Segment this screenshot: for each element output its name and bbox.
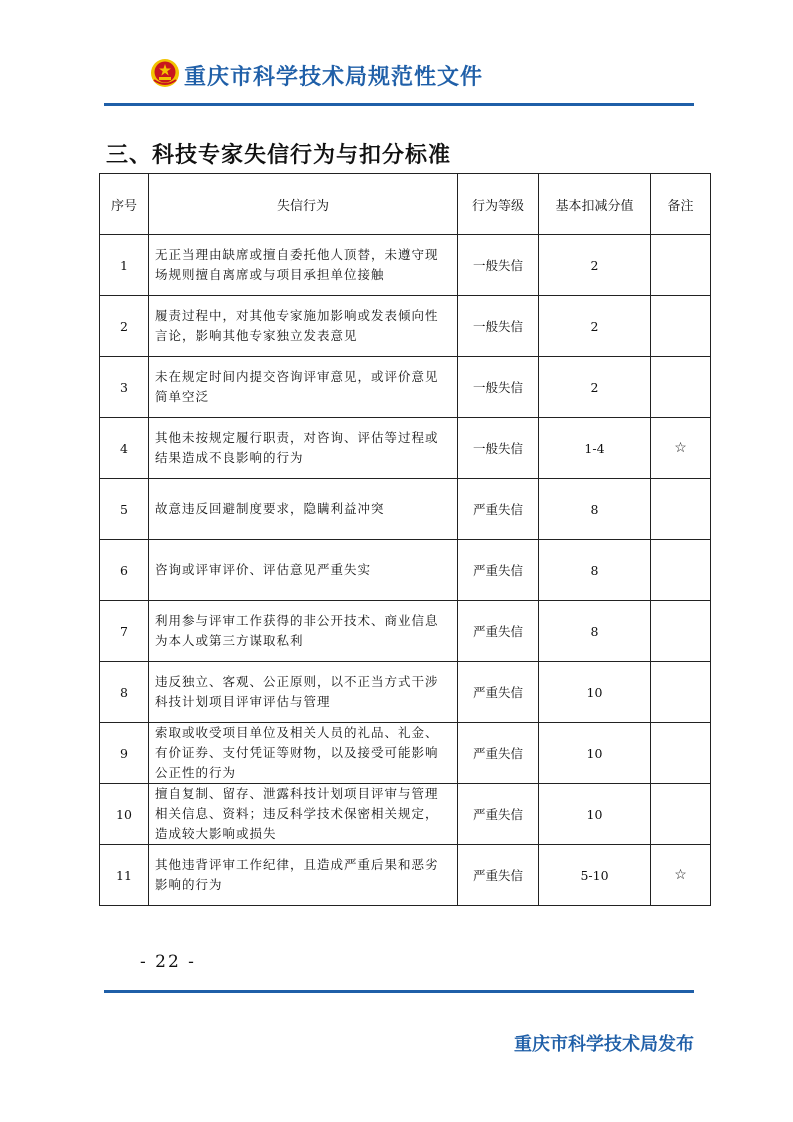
row-remark [651, 235, 711, 296]
row-level: 一般失信 [458, 418, 539, 479]
row-behavior: 其他未按规定履行职责，对咨询、评估等过程或结果造成不良影响的行为 [149, 418, 458, 479]
row-remark [651, 296, 711, 357]
row-remark [651, 601, 711, 662]
table-row [100, 601, 711, 662]
row-remark [651, 540, 711, 601]
row-level: 严重失信 [458, 479, 539, 540]
table-row [100, 357, 711, 418]
table-row [100, 662, 711, 723]
row-points: 10 [539, 784, 651, 845]
row-points: 8 [539, 601, 651, 662]
misconduct-table [99, 173, 711, 906]
table-row [100, 479, 711, 540]
table-row [100, 784, 711, 845]
row-number: 6 [100, 540, 149, 601]
column-header-behavior: 失信行为 [149, 174, 458, 235]
row-level: 一般失信 [458, 235, 539, 296]
column-header-points: 基本扣减分值 [539, 174, 651, 235]
table-row [100, 723, 711, 784]
row-points: 1-4 [539, 418, 651, 479]
header-title: 重庆市科学技术局规范性文件 [184, 65, 484, 90]
row-remark [651, 662, 711, 723]
row-behavior: 索取或收受项目单位及相关人员的礼品、礼金、有价证券、支付凭证等财物，以及接受可能影响公正性的行为 [149, 723, 458, 784]
row-number: 8 [100, 662, 149, 723]
footer-divider [104, 990, 694, 993]
column-header-remark: 备注 [651, 174, 711, 235]
row-points: 5-10 [539, 845, 651, 906]
row-level: 一般失信 [458, 357, 539, 418]
row-points: 2 [539, 296, 651, 357]
row-number: 5 [100, 479, 149, 540]
row-points: 10 [539, 723, 651, 784]
star-icon: ☆ [651, 418, 711, 479]
row-level: 严重失信 [458, 723, 539, 784]
star-icon: ☆ [651, 845, 711, 906]
document-header [150, 56, 710, 96]
row-level: 严重失信 [458, 540, 539, 601]
row-points: 2 [539, 235, 651, 296]
row-number: 9 [100, 723, 149, 784]
row-level: 严重失信 [458, 662, 539, 723]
row-points: 8 [539, 479, 651, 540]
row-behavior: 违反独立、客观、公正原则，以不正当方式干涉科技计划项目评审评估与管理 [149, 662, 458, 723]
row-points: 2 [539, 357, 651, 418]
table-row [100, 235, 711, 296]
row-points: 10 [539, 662, 651, 723]
row-number: 11 [100, 845, 149, 906]
row-remark [651, 479, 711, 540]
table-row [100, 845, 711, 906]
page-number: - 22 - [140, 952, 196, 972]
row-level: 一般失信 [458, 296, 539, 357]
column-header-level: 行为等级 [458, 174, 539, 235]
row-behavior: 未在规定时间内提交咨询评审意见，或评价意见简单空泛 [149, 357, 458, 418]
row-level: 严重失信 [458, 784, 539, 845]
row-behavior: 利用参与评审工作获得的非公开技术、商业信息为本人或第三方谋取私利 [149, 601, 458, 662]
row-number: 4 [100, 418, 149, 479]
row-behavior: 咨询或评审评价、评估意见严重失实 [149, 540, 458, 601]
section-title: 三、科技专家失信行为与扣分标准 [106, 143, 452, 168]
row-remark [651, 784, 711, 845]
row-level: 严重失信 [458, 845, 539, 906]
table-row [100, 540, 711, 601]
row-number: 2 [100, 296, 149, 357]
row-remark [651, 723, 711, 784]
row-number: 10 [100, 784, 149, 845]
row-level: 严重失信 [458, 601, 539, 662]
column-header-no: 序号 [100, 174, 149, 235]
row-behavior: 故意违反回避制度要求，隐瞒利益冲突 [149, 479, 458, 540]
row-remark [651, 357, 711, 418]
national-emblem-icon [150, 58, 180, 88]
row-number: 7 [100, 601, 149, 662]
row-behavior: 履责过程中，对其他专家施加影响或发表倾向性言论，影响其他专家独立发表意见 [149, 296, 458, 357]
table-row [100, 296, 711, 357]
row-behavior: 其他违背评审工作纪律，且造成严重后果和恶劣影响的行为 [149, 845, 458, 906]
header-divider [104, 103, 694, 106]
row-number: 1 [100, 235, 149, 296]
row-points: 8 [539, 540, 651, 601]
row-behavior: 无正当理由缺席或擅自委托他人顶替，未遵守现场规则擅自离席或与项目承担单位接触 [149, 235, 458, 296]
table-header-row [100, 174, 711, 235]
row-behavior: 擅自复制、留存、泄露科技计划项目评审与管理相关信息、资料；违反科学技术保密相关规定，造成较大影响或损失 [149, 784, 458, 845]
footer-publisher: 重庆市科学技术局发布 [514, 1034, 694, 1055]
row-number: 3 [100, 357, 149, 418]
table-row [100, 418, 711, 479]
